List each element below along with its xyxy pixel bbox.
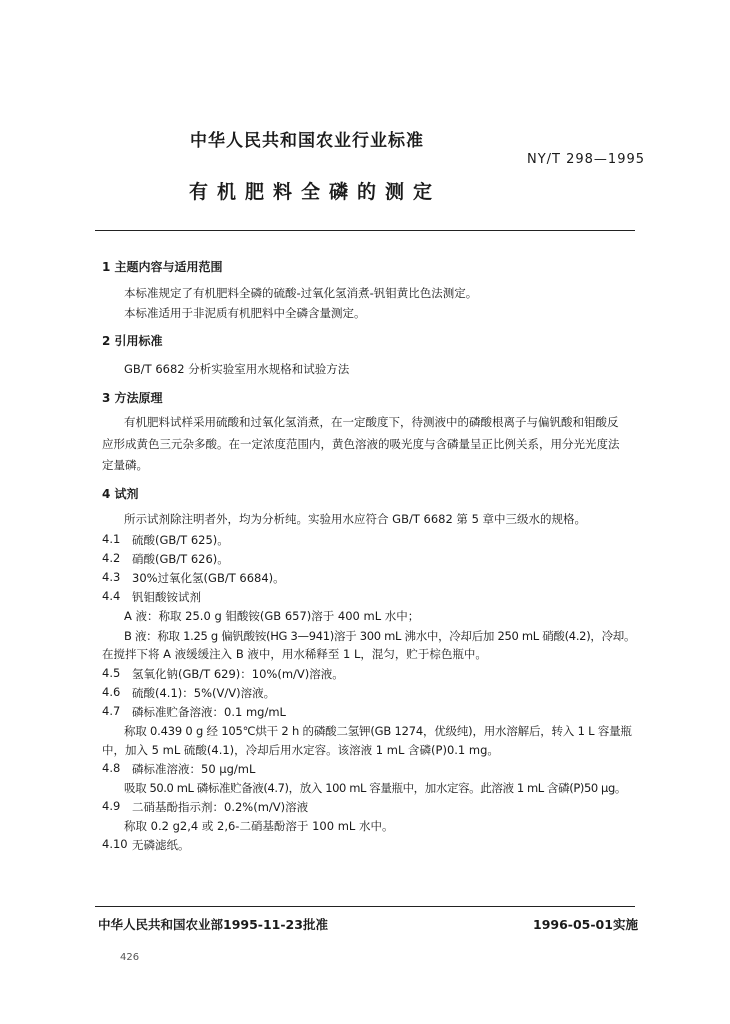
item-number: 4.4: [102, 589, 121, 603]
reagent-item-continuation: 在搅拌下将 A 液缓缓注入 B 液中，用水稀释至 1 L，混匀，贮于棕色瓶中。: [102, 647, 487, 661]
section-2-heading: 2 引用标准: [102, 334, 163, 348]
item-number: 4.7: [102, 704, 121, 718]
section-2-line-1: GB/T 6682 分析实验室用水规格和试验方法: [124, 362, 350, 376]
reagent-item-continuation: A 液：称取 25.0 g 钼酸铵(GB 657)溶于 400 mL 水中；: [124, 609, 420, 623]
section-3-heading: 3 方法原理: [102, 391, 163, 405]
reagent-item: 硫酸(4.1)：5%(V/V)溶液。: [132, 686, 276, 700]
section-1-heading: 1 主题内容与适用范围: [102, 260, 223, 274]
document-title: 有机肥料全磷的测定: [189, 181, 442, 203]
header-divider: [95, 230, 635, 231]
approval-line: 中华人民共和国农业部1995-11-23批准: [98, 917, 328, 932]
reagent-item: 磷标准溶液：50 μg/mL: [132, 762, 256, 776]
section-4-intro: 所示试剂除注明者外，均为分析纯。实验用水应符合 GB/T 6682 第 5 章中三级水的规格。: [124, 512, 587, 526]
item-number: 4.3: [102, 570, 121, 584]
reagent-item-continuation: B 液：称取 1.25 g 偏钒酸铵(HG 3—941)溶于 300 mL 沸水中，冷却后加 250 mL 硝酸(4.2)，冷却。: [124, 629, 636, 643]
reagent-item-continuation: 称取 0.2 g2,4 或 2,6-二硝基酚溶于 100 mL 水中。: [124, 819, 394, 833]
reagent-item: 30%过氧化氢(GB/T 6684)。: [132, 571, 285, 585]
reagent-item: 硫酸(GB/T 625)。: [132, 533, 229, 547]
reagent-item-continuation: 称取 0.439 0 g 经 105℃烘干 2 h 的磷酸二氢钾(GB 1274，优级纯)，用水溶解后，转入 1 L 容量瓶: [124, 724, 632, 738]
section-1-line-1: 本标准规定了有机肥料全磷的硫酸-过氧化氢消煮-钒钼黄比色法测定。: [124, 286, 478, 300]
item-number: 4.2: [102, 551, 121, 565]
section-3-line-3: 定量磷。: [102, 458, 148, 472]
reagent-item-continuation: 中，加入 5 mL 硫酸(4.1)，冷却后用水定容。该溶液 1 mL 含磷(P)0.1 mg。: [102, 743, 499, 757]
implementation-date: 1996-05-01实施: [533, 917, 638, 932]
page-number: 426: [120, 952, 140, 963]
item-number: 4.1: [102, 532, 121, 546]
item-number: 4.8: [102, 761, 121, 775]
reagent-item: 二硝基酚指示剂：0.2%(m/V)溶液: [132, 800, 309, 814]
footer-divider: [95, 906, 635, 907]
reagent-item: 钒钼酸铵试剂: [132, 590, 201, 604]
issuing-organization: 中华人民共和国农业行业标准: [190, 131, 424, 151]
section-3-line-2: 应形成黄色三元杂多酸。在一定浓度范围内，黄色溶液的吸光度与含磷量呈正比例关系，用分光光度法: [102, 437, 620, 451]
section-3-line-1: 有机肥料试样采用硫酸和过氧化氢消煮，在一定酸度下，待测液中的磷酸根离子与偏钒酸和钼酸反: [124, 415, 619, 429]
reagent-item: 无磷滤纸。: [132, 838, 190, 852]
item-number: 4.10: [102, 837, 128, 851]
item-number: 4.6: [102, 685, 121, 699]
reagent-item-continuation: 吸取 50.0 mL 磷标准贮备液(4.7)，放入 100 mL 容量瓶中，加水定容。此溶液 1 mL 含磷(P)50 μg。: [124, 781, 626, 795]
item-number: 4.5: [102, 666, 121, 680]
reagent-item: 硝酸(GB/T 626)。: [132, 552, 229, 566]
section-1-line-2: 本标准适用于非泥质有机肥料中全磷含量测定。: [124, 306, 366, 320]
item-number: 4.9: [102, 799, 121, 813]
standard-code: NY/T 298—1995: [527, 152, 646, 167]
reagent-item: 氢氧化钠(GB/T 629)：10%(m/V)溶液。: [132, 667, 344, 681]
section-4-heading: 4 试剂: [102, 487, 139, 501]
reagent-item: 磷标准贮备溶液：0.1 mg/mL: [132, 705, 286, 719]
